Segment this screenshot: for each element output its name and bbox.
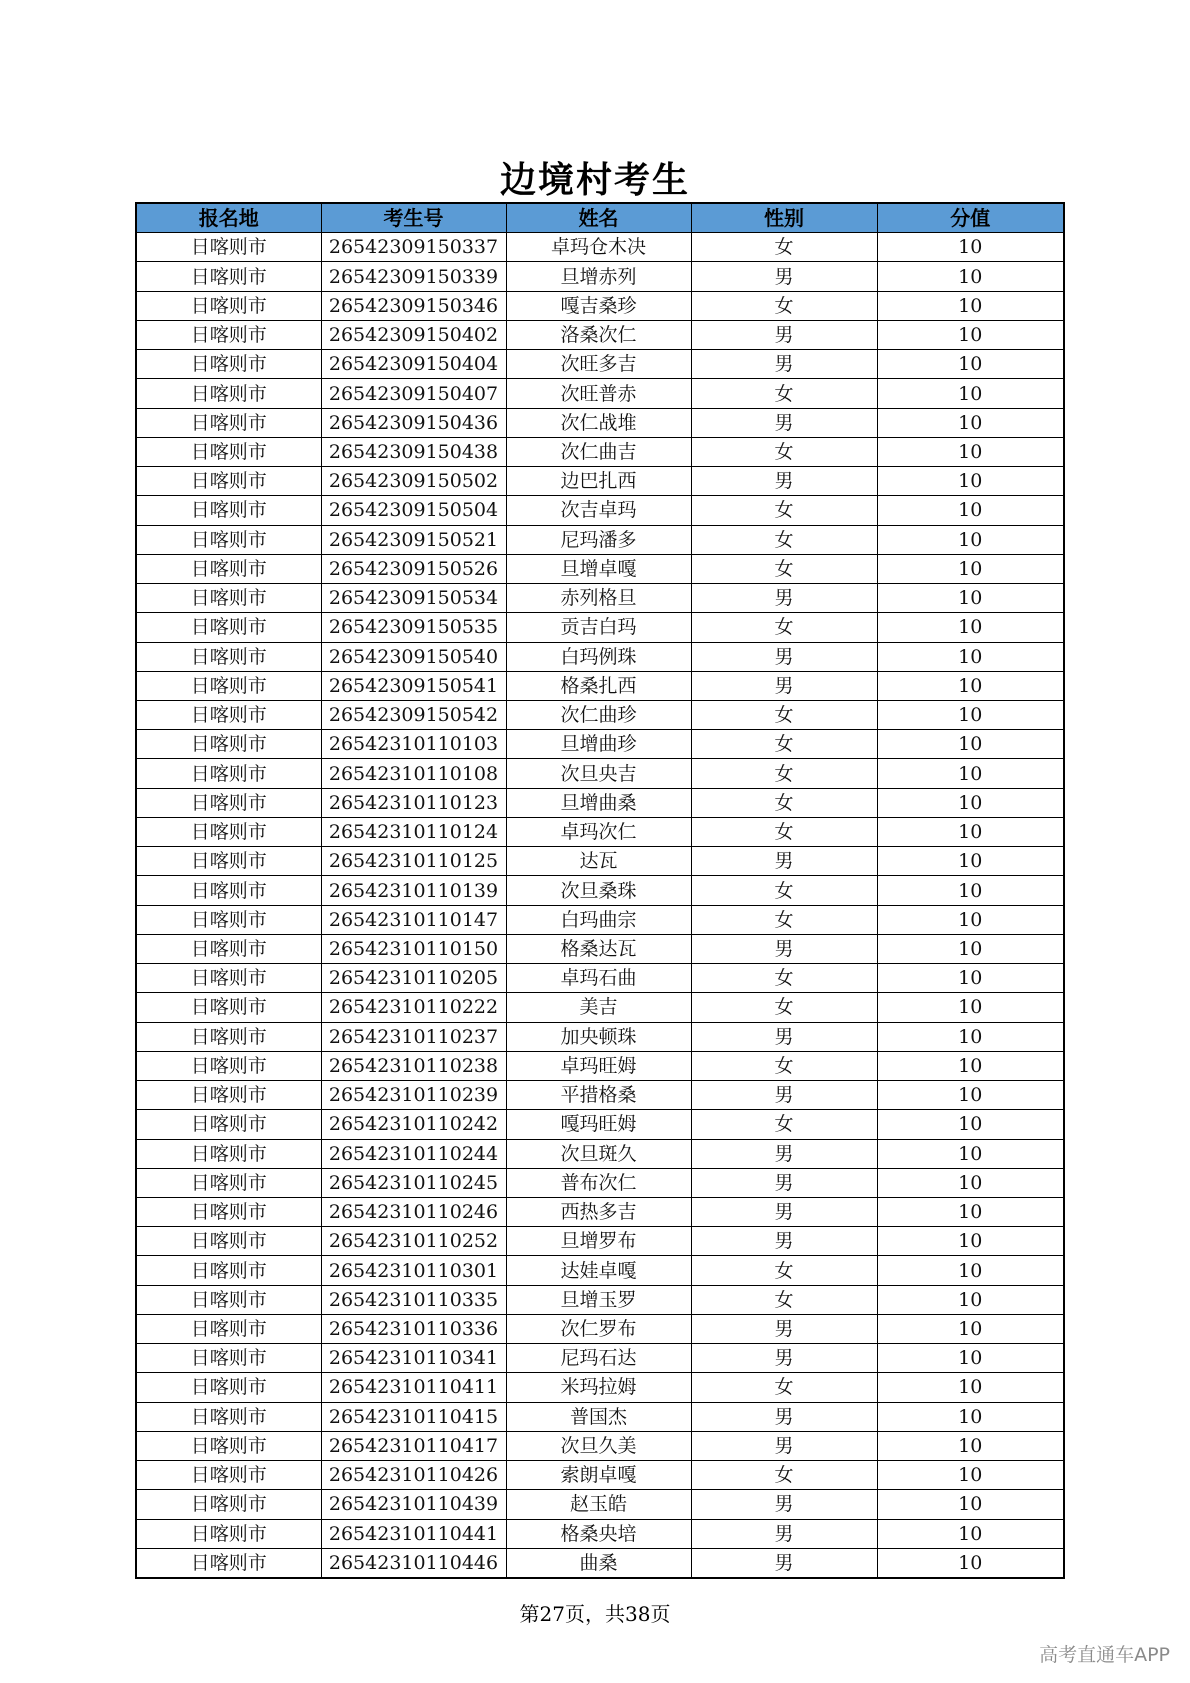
table-row (136, 467, 1064, 496)
cell-candidate-number: 26542310110108 (321, 759, 506, 788)
cell-candidate-number: 26542310110426 (321, 1461, 506, 1490)
cell-score: 10 (877, 934, 1064, 963)
cell-gender: 女 (691, 554, 877, 583)
cell-candidate-number: 26542310110239 (321, 1081, 506, 1110)
cell-name: 次仁曲珍 (506, 700, 691, 729)
cell-name: 赤列格旦 (506, 584, 691, 613)
cell-candidate-number: 26542310110415 (321, 1402, 506, 1431)
cell-gender: 女 (691, 876, 877, 905)
cell-name: 普布次仁 (506, 1168, 691, 1197)
cell-registration-place: 日喀则市 (136, 759, 321, 788)
table-row (136, 730, 1064, 759)
cell-candidate-number: 26542310110139 (321, 876, 506, 905)
cell-gender: 女 (691, 1256, 877, 1285)
cell-name: 贡吉白玛 (506, 613, 691, 642)
cell-gender: 女 (691, 437, 877, 466)
cell-score: 10 (877, 730, 1064, 759)
table-header (136, 203, 1064, 233)
cell-registration-place: 日喀则市 (136, 817, 321, 846)
cell-registration-place: 日喀则市 (136, 1285, 321, 1314)
cell-name: 普国杰 (506, 1402, 691, 1431)
cell-registration-place: 日喀则市 (136, 379, 321, 408)
cell-registration-place: 日喀则市 (136, 320, 321, 349)
table-row (136, 320, 1064, 349)
cell-name: 卓玛旺姆 (506, 1051, 691, 1080)
cell-score: 10 (877, 496, 1064, 525)
cell-score: 10 (877, 1519, 1064, 1548)
table-body (136, 233, 1064, 1578)
cell-score: 10 (877, 437, 1064, 466)
cell-score: 10 (877, 1227, 1064, 1256)
table-row (136, 1227, 1064, 1256)
cell-name: 次旦桑珠 (506, 876, 691, 905)
cell-registration-place: 日喀则市 (136, 554, 321, 583)
cell-gender: 女 (691, 233, 877, 262)
cell-score: 10 (877, 262, 1064, 291)
table-row (136, 584, 1064, 613)
cell-name: 尼玛石达 (506, 1344, 691, 1373)
cell-registration-place: 日喀则市 (136, 1461, 321, 1490)
cell-registration-place: 日喀则市 (136, 613, 321, 642)
cell-gender: 女 (691, 496, 877, 525)
cell-registration-place: 日喀则市 (136, 525, 321, 554)
table-row (136, 1256, 1064, 1285)
cell-candidate-number: 26542310110336 (321, 1314, 506, 1343)
cell-name: 旦增玉罗 (506, 1285, 691, 1314)
cell-candidate-number: 26542309150402 (321, 320, 506, 349)
cell-name: 卓玛石曲 (506, 964, 691, 993)
cell-name: 平措格桑 (506, 1081, 691, 1110)
cell-gender: 女 (691, 759, 877, 788)
cell-score: 10 (877, 1285, 1064, 1314)
cell-registration-place: 日喀则市 (136, 1139, 321, 1168)
candidates-table (135, 202, 1065, 1579)
cell-candidate-number: 26542310110125 (321, 847, 506, 876)
cell-candidate-number: 26542309150502 (321, 467, 506, 496)
cell-registration-place: 日喀则市 (136, 1344, 321, 1373)
cell-gender: 男 (691, 584, 877, 613)
table-row (136, 1110, 1064, 1139)
cell-score: 10 (877, 408, 1064, 437)
cell-candidate-number: 26542310110123 (321, 788, 506, 817)
cell-score: 10 (877, 350, 1064, 379)
cell-registration-place: 日喀则市 (136, 876, 321, 905)
watermark: 高考直通车APP (1039, 1644, 1170, 1666)
cell-registration-place: 日喀则市 (136, 671, 321, 700)
table-row (136, 262, 1064, 291)
cell-registration-place: 日喀则市 (136, 934, 321, 963)
cell-registration-place: 日喀则市 (136, 1314, 321, 1343)
cell-candidate-number: 26542309150504 (321, 496, 506, 525)
cell-gender: 男 (691, 1139, 877, 1168)
cell-registration-place: 日喀则市 (136, 408, 321, 437)
cell-candidate-number: 26542309150534 (321, 584, 506, 613)
cell-registration-place: 日喀则市 (136, 1110, 321, 1139)
table-row (136, 437, 1064, 466)
cell-name: 赵玉皓 (506, 1490, 691, 1519)
cell-gender: 男 (691, 1548, 877, 1578)
table-row (136, 847, 1064, 876)
cell-score: 10 (877, 584, 1064, 613)
cell-registration-place: 日喀则市 (136, 1548, 321, 1578)
table-row (136, 700, 1064, 729)
cell-gender: 女 (691, 291, 877, 320)
cell-candidate-number: 26542310110417 (321, 1431, 506, 1460)
cell-score: 10 (877, 1490, 1064, 1519)
cell-registration-place: 日喀则市 (136, 233, 321, 262)
cell-candidate-number: 26542310110147 (321, 905, 506, 934)
cell-registration-place: 日喀则市 (136, 1519, 321, 1548)
cell-candidate-number: 26542309150337 (321, 233, 506, 262)
cell-gender: 男 (691, 408, 877, 437)
cell-name: 格桑达瓦 (506, 934, 691, 963)
cell-candidate-number: 26542310110246 (321, 1197, 506, 1226)
cell-gender: 男 (691, 847, 877, 876)
cell-candidate-number: 26542310110205 (321, 964, 506, 993)
cell-gender: 男 (691, 1168, 877, 1197)
table-row (136, 1285, 1064, 1314)
table-row (136, 379, 1064, 408)
cell-candidate-number: 26542309150542 (321, 700, 506, 729)
cell-candidate-number: 26542310110244 (321, 1139, 506, 1168)
cell-score: 10 (877, 320, 1064, 349)
cell-score: 10 (877, 876, 1064, 905)
cell-name: 加央顿珠 (506, 1022, 691, 1051)
cell-gender: 男 (691, 1519, 877, 1548)
cell-score: 10 (877, 1197, 1064, 1226)
cell-gender: 男 (691, 1490, 877, 1519)
cell-score: 10 (877, 613, 1064, 642)
page-number: 第27页，共38页 (519, 1602, 671, 1626)
cell-score: 10 (877, 847, 1064, 876)
cell-name: 次仁罗布 (506, 1314, 691, 1343)
cell-gender: 女 (691, 788, 877, 817)
cell-gender: 男 (691, 1022, 877, 1051)
table-row (136, 350, 1064, 379)
cell-name: 次吉卓玛 (506, 496, 691, 525)
cell-gender: 男 (691, 642, 877, 671)
col-header-name: 姓名 (506, 203, 691, 233)
cell-registration-place: 日喀则市 (136, 467, 321, 496)
cell-registration-place: 日喀则市 (136, 1051, 321, 1080)
cell-candidate-number: 26542310110411 (321, 1373, 506, 1402)
cell-registration-place: 日喀则市 (136, 496, 321, 525)
cell-score: 10 (877, 1548, 1064, 1578)
cell-candidate-number: 26542310110441 (321, 1519, 506, 1548)
cell-score: 10 (877, 554, 1064, 583)
cell-candidate-number: 26542310110238 (321, 1051, 506, 1080)
cell-score: 10 (877, 1022, 1064, 1051)
cell-name: 米玛拉姆 (506, 1373, 691, 1402)
cell-score: 10 (877, 788, 1064, 817)
cell-registration-place: 日喀则市 (136, 1373, 321, 1402)
cell-registration-place: 日喀则市 (136, 1431, 321, 1460)
cell-gender: 男 (691, 1402, 877, 1431)
table-row (136, 934, 1064, 963)
cell-gender: 男 (691, 262, 877, 291)
table-row (136, 993, 1064, 1022)
cell-gender: 男 (691, 671, 877, 700)
cell-name: 达娃卓嘎 (506, 1256, 691, 1285)
table-row (136, 554, 1064, 583)
cell-score: 10 (877, 291, 1064, 320)
cell-registration-place: 日喀则市 (136, 1256, 321, 1285)
cell-gender: 女 (691, 613, 877, 642)
cell-name: 次旦久美 (506, 1431, 691, 1460)
cell-score: 10 (877, 1431, 1064, 1460)
cell-candidate-number: 26542309150535 (321, 613, 506, 642)
cell-name: 美吉 (506, 993, 691, 1022)
table-row (136, 1373, 1064, 1402)
cell-name: 旦增罗布 (506, 1227, 691, 1256)
cell-candidate-number: 26542310110252 (321, 1227, 506, 1256)
cell-registration-place: 日喀则市 (136, 993, 321, 1022)
cell-gender: 男 (691, 467, 877, 496)
cell-gender: 女 (691, 1051, 877, 1080)
cell-score: 10 (877, 700, 1064, 729)
cell-name: 白玛曲宗 (506, 905, 691, 934)
cell-name: 嘎玛旺姆 (506, 1110, 691, 1139)
cell-registration-place: 日喀则市 (136, 350, 321, 379)
table-row (136, 671, 1064, 700)
cell-gender: 男 (691, 1197, 877, 1226)
table-row (136, 1548, 1064, 1578)
cell-gender: 女 (691, 905, 877, 934)
col-header-score: 分值 (877, 203, 1064, 233)
table-row (136, 408, 1064, 437)
cell-score: 10 (877, 759, 1064, 788)
table-row (136, 291, 1064, 320)
cell-gender: 女 (691, 379, 877, 408)
cell-candidate-number: 26542309150436 (321, 408, 506, 437)
cell-candidate-number: 26542309150407 (321, 379, 506, 408)
cell-gender: 女 (691, 525, 877, 554)
cell-gender: 女 (691, 964, 877, 993)
table-row (136, 788, 1064, 817)
cell-name: 次旺多吉 (506, 350, 691, 379)
cell-candidate-number: 26542310110124 (321, 817, 506, 846)
cell-score: 10 (877, 964, 1064, 993)
page-title: 边境村考生 (499, 159, 690, 201)
cell-score: 10 (877, 905, 1064, 934)
cell-candidate-number: 26542310110446 (321, 1548, 506, 1578)
cell-registration-place: 日喀则市 (136, 1022, 321, 1051)
table-row (136, 1314, 1064, 1343)
cell-name: 次旦斑久 (506, 1139, 691, 1168)
table-row (136, 759, 1064, 788)
cell-registration-place: 日喀则市 (136, 1490, 321, 1519)
cell-score: 10 (877, 1139, 1064, 1168)
cell-candidate-number: 26542309150438 (321, 437, 506, 466)
cell-score: 10 (877, 379, 1064, 408)
cell-score: 10 (877, 233, 1064, 262)
cell-name: 次旺普赤 (506, 379, 691, 408)
cell-name: 旦增曲珍 (506, 730, 691, 759)
cell-name: 次旦央吉 (506, 759, 691, 788)
cell-gender: 女 (691, 730, 877, 759)
cell-gender: 男 (691, 1227, 877, 1256)
cell-registration-place: 日喀则市 (136, 700, 321, 729)
cell-gender: 男 (691, 1081, 877, 1110)
cell-registration-place: 日喀则市 (136, 584, 321, 613)
cell-registration-place: 日喀则市 (136, 905, 321, 934)
cell-candidate-number: 26542309150346 (321, 291, 506, 320)
cell-name: 尼玛潘多 (506, 525, 691, 554)
cell-score: 10 (877, 1051, 1064, 1080)
cell-name: 旦增卓嘎 (506, 554, 691, 583)
table-row (136, 1402, 1064, 1431)
header-row (136, 203, 1064, 233)
cell-candidate-number: 26542309150339 (321, 262, 506, 291)
cell-score: 10 (877, 1256, 1064, 1285)
cell-score: 10 (877, 1168, 1064, 1197)
cell-candidate-number: 26542309150521 (321, 525, 506, 554)
cell-candidate-number: 26542310110150 (321, 934, 506, 963)
cell-score: 10 (877, 642, 1064, 671)
cell-score: 10 (877, 817, 1064, 846)
table-row (136, 905, 1064, 934)
cell-registration-place: 日喀则市 (136, 642, 321, 671)
cell-gender: 男 (691, 1431, 877, 1460)
cell-candidate-number: 26542310110245 (321, 1168, 506, 1197)
cell-candidate-number: 26542310110103 (321, 730, 506, 759)
cell-registration-place: 日喀则市 (136, 788, 321, 817)
table-row (136, 964, 1064, 993)
table-row (136, 642, 1064, 671)
cell-name: 索朗卓嘎 (506, 1461, 691, 1490)
col-header-candidate-number: 考生号 (321, 203, 506, 233)
table-row (136, 817, 1064, 846)
cell-name: 卓玛次仁 (506, 817, 691, 846)
cell-name: 次仁战堆 (506, 408, 691, 437)
cell-score: 10 (877, 993, 1064, 1022)
cell-registration-place: 日喀则市 (136, 1402, 321, 1431)
cell-candidate-number: 26542310110242 (321, 1110, 506, 1139)
table-row (136, 496, 1064, 525)
cell-candidate-number: 26542310110301 (321, 1256, 506, 1285)
cell-candidate-number: 26542309150526 (321, 554, 506, 583)
cell-registration-place: 日喀则市 (136, 291, 321, 320)
col-header-registration-place: 报名地 (136, 203, 321, 233)
cell-candidate-number: 26542309150404 (321, 350, 506, 379)
cell-name: 次仁曲吉 (506, 437, 691, 466)
table-row (136, 1431, 1064, 1460)
cell-score: 10 (877, 1461, 1064, 1490)
cell-gender: 男 (691, 320, 877, 349)
table-row (136, 1490, 1064, 1519)
cell-gender: 女 (691, 700, 877, 729)
table-row (136, 1197, 1064, 1226)
cell-name: 曲桑 (506, 1548, 691, 1578)
cell-name: 格桑央培 (506, 1519, 691, 1548)
cell-score: 10 (877, 467, 1064, 496)
cell-registration-place: 日喀则市 (136, 847, 321, 876)
cell-score: 10 (877, 525, 1064, 554)
table-row (136, 613, 1064, 642)
cell-gender: 女 (691, 817, 877, 846)
cell-score: 10 (877, 1402, 1064, 1431)
cell-score: 10 (877, 1373, 1064, 1402)
cell-registration-place: 日喀则市 (136, 730, 321, 759)
cell-gender: 女 (691, 1110, 877, 1139)
table-row (136, 1139, 1064, 1168)
cell-registration-place: 日喀则市 (136, 1227, 321, 1256)
cell-gender: 女 (691, 1461, 877, 1490)
cell-name: 边巴扎西 (506, 467, 691, 496)
cell-candidate-number: 26542310110237 (321, 1022, 506, 1051)
cell-registration-place: 日喀则市 (136, 262, 321, 291)
cell-candidate-number: 26542310110439 (321, 1490, 506, 1519)
table-row (136, 1344, 1064, 1373)
cell-gender: 男 (691, 1344, 877, 1373)
cell-candidate-number: 26542310110341 (321, 1344, 506, 1373)
table-row (136, 1168, 1064, 1197)
cell-gender: 男 (691, 1314, 877, 1343)
cell-gender: 女 (691, 993, 877, 1022)
cell-candidate-number: 26542309150540 (321, 642, 506, 671)
cell-name: 西热多吉 (506, 1197, 691, 1226)
cell-registration-place: 日喀则市 (136, 1081, 321, 1110)
cell-registration-place: 日喀则市 (136, 437, 321, 466)
cell-score: 10 (877, 1110, 1064, 1139)
cell-gender: 女 (691, 1285, 877, 1314)
cell-score: 10 (877, 1344, 1064, 1373)
cell-score: 10 (877, 671, 1064, 700)
cell-score: 10 (877, 1314, 1064, 1343)
table-row (136, 1081, 1064, 1110)
cell-name: 嘎吉桑珍 (506, 291, 691, 320)
cell-candidate-number: 26542310110335 (321, 1285, 506, 1314)
cell-name: 旦增曲桑 (506, 788, 691, 817)
cell-name: 旦增赤列 (506, 262, 691, 291)
cell-candidate-number: 26542309150541 (321, 671, 506, 700)
table-row (136, 1051, 1064, 1080)
cell-name: 格桑扎西 (506, 671, 691, 700)
cell-registration-place: 日喀则市 (136, 964, 321, 993)
cell-candidate-number: 26542310110222 (321, 993, 506, 1022)
cell-name: 白玛例珠 (506, 642, 691, 671)
cell-gender: 女 (691, 1373, 877, 1402)
cell-registration-place: 日喀则市 (136, 1197, 321, 1226)
table-row (136, 1519, 1064, 1548)
cell-registration-place: 日喀则市 (136, 1168, 321, 1197)
table-row (136, 233, 1064, 262)
table-row (136, 1461, 1064, 1490)
table-row (136, 876, 1064, 905)
cell-name: 达瓦 (506, 847, 691, 876)
cell-score: 10 (877, 1081, 1064, 1110)
table-row (136, 1022, 1064, 1051)
cell-gender: 男 (691, 350, 877, 379)
cell-name: 卓玛仓木决 (506, 233, 691, 262)
cell-gender: 男 (691, 934, 877, 963)
table-row (136, 525, 1064, 554)
cell-name: 洛桑次仁 (506, 320, 691, 349)
col-header-gender: 性别 (691, 203, 877, 233)
